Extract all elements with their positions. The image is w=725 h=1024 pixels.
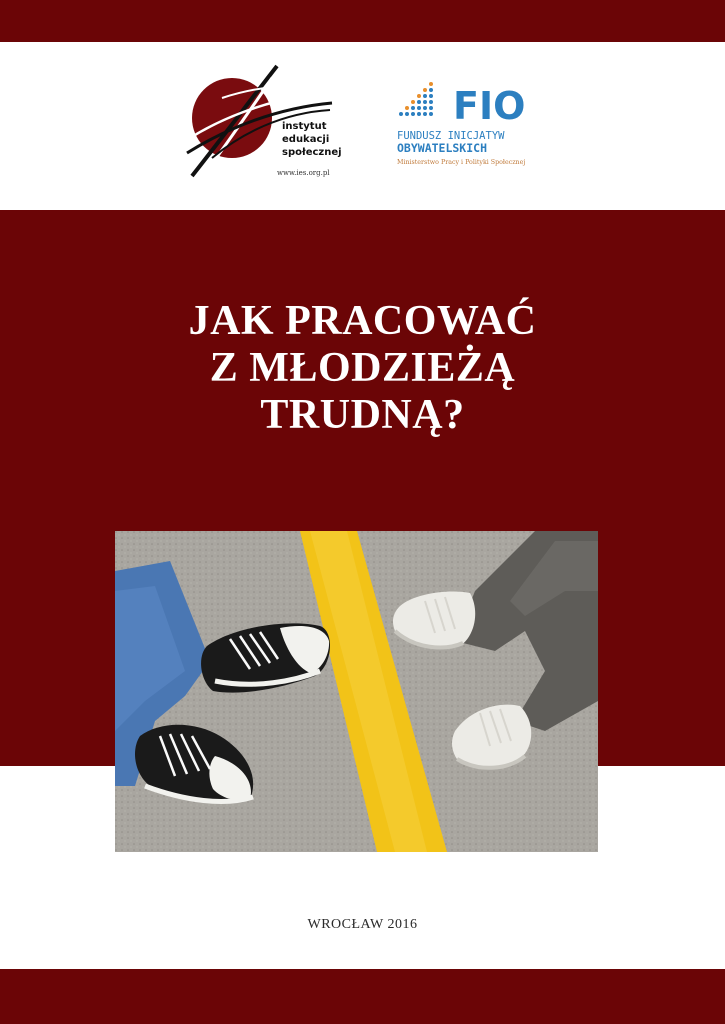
top-maroon-band	[0, 0, 725, 42]
fio-dots-icon	[399, 82, 433, 116]
sneakers-on-yellow-line-photo	[115, 531, 598, 852]
title-line-1: JAK PRACOWAĆ	[188, 298, 537, 344]
place-and-year: WROCŁAW 2016	[307, 917, 418, 932]
fio-acronym: FIO	[453, 84, 526, 128]
fio-logo	[393, 82, 553, 172]
ies-logo-line2: edukacji	[282, 134, 330, 145]
ies-logo-line1: instytut	[282, 121, 327, 132]
fio-line1: FUNDUSZ INICJATYW	[397, 130, 505, 142]
title-line-2: Z MŁODZIEŻĄ	[209, 345, 516, 391]
title-line-3: TRUDNĄ?	[260, 392, 465, 438]
ies-logo-url: www.ies.org.pl	[277, 169, 330, 177]
document-title	[0, 298, 725, 439]
bottom-maroon-band	[0, 969, 725, 1024]
ies-logo-line3: społecznej	[282, 147, 342, 158]
fio-ministry: Ministerstwo Pracy i Polityki Społecznej	[397, 159, 526, 166]
fio-line2: OBYWATELSKICH	[397, 141, 488, 155]
ies-logo	[182, 58, 342, 188]
